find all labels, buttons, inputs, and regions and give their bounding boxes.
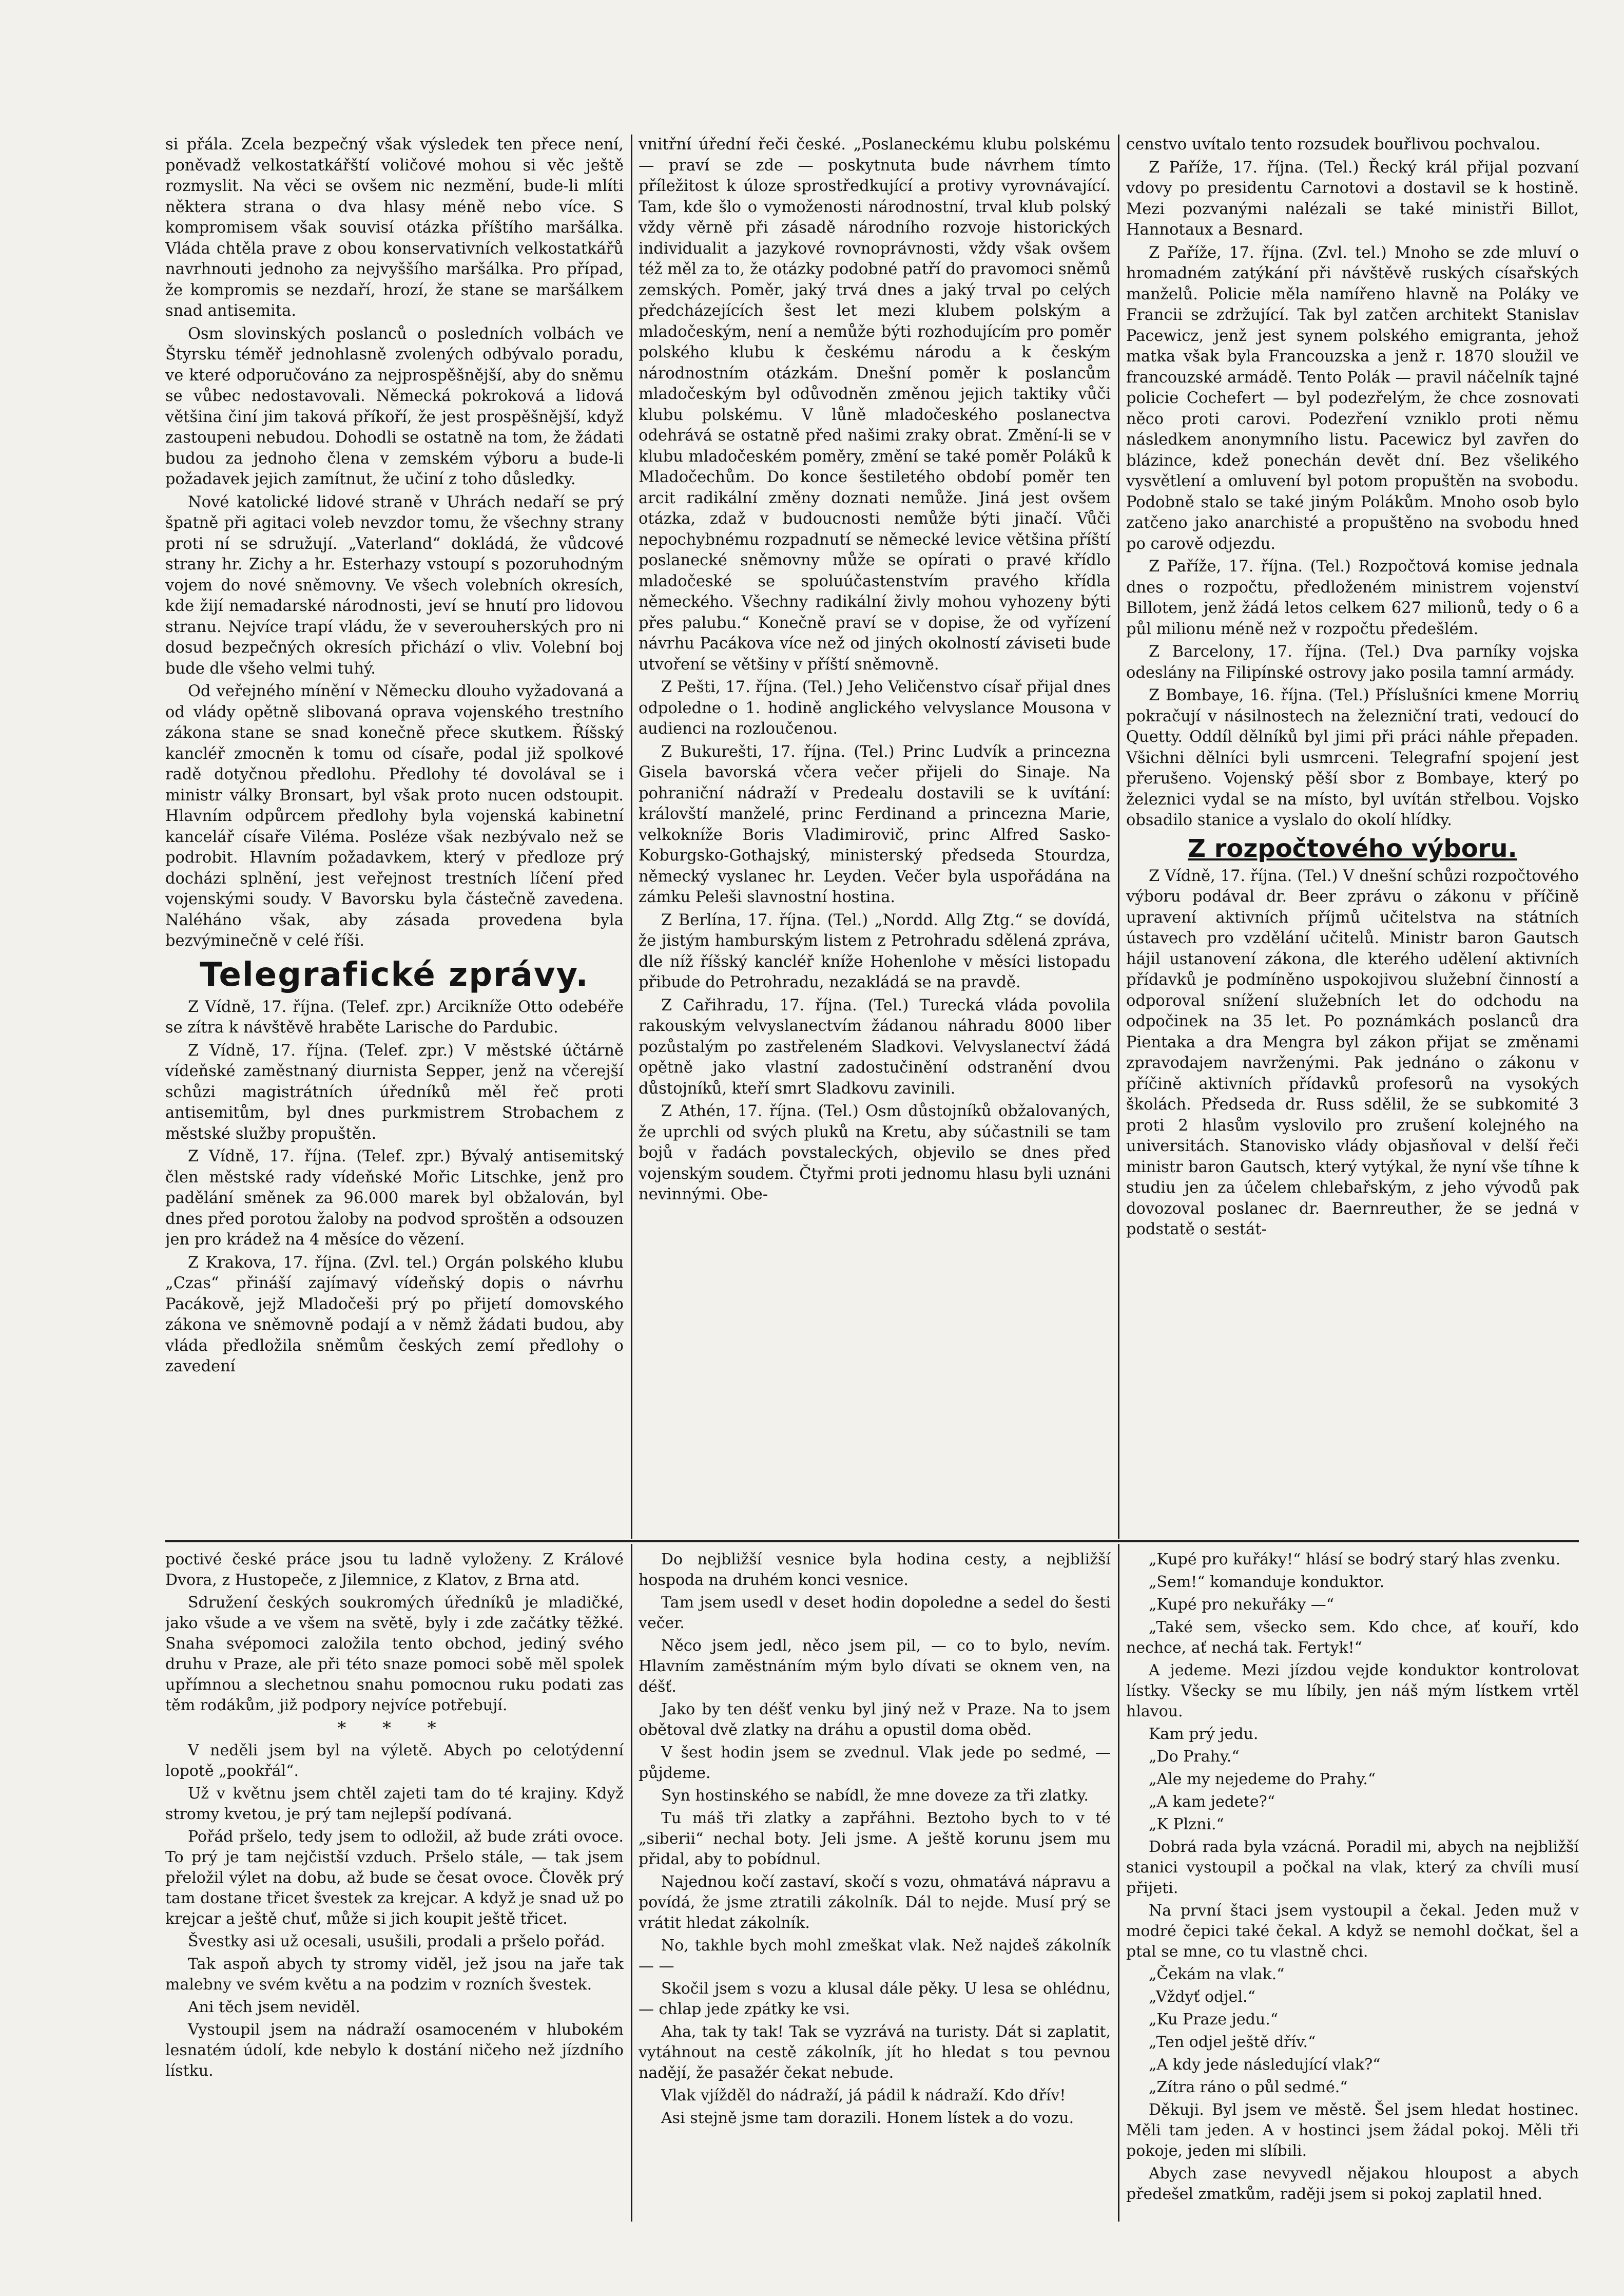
paragraph: Z Vídně, 17. října. (Telef. zpr.) V městské účtárně vídeňské zaměstnaný diurnista Sepper, jenž na včerejší schůzi magistrátních úředníků měl řeč proti antisemitům, byl dnes purkmistrem Strobachem z městské služby propuštěn. xyxy=(165,1041,624,1143)
paragraph: Najednou kočí zastaví, skočí s vozu, ohmatává nápravu a povídá, že jsme ztratili zákolník. Dál to nejde. Musí prý se vrátit hledat zákolník. xyxy=(639,1873,1111,1932)
paragraph: „Sem!“ komanduje konduktor. xyxy=(1149,1573,1385,1591)
paragraph: V šest hodin jsem se zvednul. Vlak jede po sedmé, — půjdeme. xyxy=(639,1744,1111,1782)
paragraph: Z Berlína, 17. října. (Tel.) „Nordd. Allg Ztg.“ se dovídá, že jistým hamburským listem z Petrohradu sdělená zpráva, dle níž říšský kancléř kníže Hohenlohe v měsíci listopadu přibude do Petrohradu, nezakládá se na pravdě. xyxy=(639,911,1111,991)
paragraph: „Zítra ráno o půl sedmé.“ xyxy=(1149,2078,1348,2096)
column-divider-4 xyxy=(1118,1544,1119,2222)
paragraph: poctivé české práce jsou tu ladně vyloženy. Z Králové Dvora, z Hustopeče, z Jilemnice, z Klatov, z Brna atd. xyxy=(165,1551,624,1589)
paragraph: Z Barcelony, 17. října. (Tel.) Dva parníky vojska odeslány na Filipínské ostrovy jako posila tamní armády. xyxy=(1126,643,1579,682)
column-1-lower-text xyxy=(165,1549,624,1716)
paragraph: „A kdy jede následující vlak?“ xyxy=(1149,2056,1381,2074)
column-3-lower-text xyxy=(1126,1549,1579,2205)
paragraph: Z Paříže, 17. října. (Tel.) Řecký král přijal pozvaní vdovy po presidentu Carnotovi a dostavil se k hostině. Mezi pozvanými nalézali se také ministři Billot, Hannotaux a Besnard. xyxy=(1126,158,1579,239)
column-3-lower xyxy=(1126,1549,1579,2222)
paragraph: Nové katolické lidové straně v Uhrách nedaří se prý špatně při agitaci voleb nevzdor tomu, že všechny strany proti ní se sdružují. „Vaterland“ dokládá, že vůdcové strany hr. Zichy a hr. Esterhazy vstoupí s pozoruhodným vojem do nové sněmovny. Ve všech volebních okresích, kde žijí nemadarské národnosti, jeví se hnutí pro lidovou stranu. Nejvíce trapí vládu, že v severouherských pro ni dosud bezpečných okresích přichází o vliv. Volební boj bude dle všeho velmi tuhý. xyxy=(165,493,624,678)
paragraph: Do nejbližší vesnice byla hodina cesty, a nejbližší hospoda na druhém konci vesnice. xyxy=(639,1551,1111,1589)
paragraph: Abych zase nevyvedl nějakou hloupost a abych předešel zmatkům, raději jsem si pokoj zaplatil hned. xyxy=(1126,2165,1579,2203)
paragraph: Kam prý jedu. xyxy=(1149,1725,1259,1743)
column-1-telegrams xyxy=(165,997,624,1377)
paragraph: Něco jsem jedl, něco jsem pil, — co to bylo, nevím. Hlavním zaměstnáním mým bylo dívati se oknem ven, na déšť. xyxy=(639,1637,1111,1696)
column-1-lower xyxy=(165,1549,624,2222)
paragraph: „Také sem, všecko sem. Kdo chce, ať kouří, kdo nechce, ať nechá tak. Fertyk!“ xyxy=(1126,1618,1579,1657)
section-heading-telegraphic: Telegrafické zprávy. xyxy=(200,955,589,994)
section-separator-stars: * * * xyxy=(337,1718,452,1738)
paragraph: Vystoupil jsem na nádraží osamoceném v hlubokém lesnatém údolí, kde nebylo k dostání ničeho než jízdního lístku. xyxy=(165,2021,624,2080)
column-3-upper-text xyxy=(1126,135,1579,831)
paragraph: Z Bukurešti, 17. října. (Tel.) Princ Ludvík a princezna Gisela bavorská včera večer přijeli do Sinaje. Na pohraniční nádraží v Predealu dostavili se k uvítání: královští manželé, princ Ferdinand a princezna Marie, velkokníže Boris Vladimirovič, princ Alfred Sasko-Koburgsko-Gothajský, ministerský předseda Stourdza, německý vyslanec hr. Leyden. Večer byla uspořádána na zámku Peleši slavnostní hostina. xyxy=(639,742,1111,906)
paragraph: „Kupé pro nekuřáky —“ xyxy=(1149,1596,1335,1614)
column-2-lower-text xyxy=(639,1549,1111,2129)
column-3-upper xyxy=(1126,135,1579,1530)
column-2-lower xyxy=(639,1549,1111,2222)
paragraph: Dobrá rada byla vzácná. Poradil mi, abych na nejbližší stanici vystoupil a počkal na vlak, který za chvíli musí přijeti. xyxy=(1126,1838,1579,1897)
paragraph: Syn hostinského se nabídl, že mne doveze za tři zlatky. xyxy=(661,1787,1089,1805)
newspaper-page xyxy=(165,135,1579,2229)
paragraph: Z Athén, 17. října. (Tel.) Osm důstojníků obžalovaných, že uprchli od svých pluků na Kretu, aby súčastnili se tam bojů v řadách povstaleckých, objevilo se dnes před vojenským soudem. Čtyřmi proti jednomu hlasu byli uznáni nevinnými. Obe- xyxy=(639,1102,1111,1203)
paragraph: vnitřní úřední řeči české. „Poslaneckému klubu polskému — praví se zde — poskytnuta bude návrhem tímto příležitost k úloze sprostředkující a protivy vyrovnávající. Tam, kde šlo o vymoženosti národnostní, trval klub polský vždy věrně při zásadě národního rozvoje historických individualit a jazykové rovnoprávnosti, vždy však ovšem též měl za to, že otázky podobné patří do pravomoci sněmů zemských. Poměr, jaký trvá dnes a jaký trval po celých předcházejících šest let mezi klubem polským a mladočeským, není a nemůže býti rozhodujícím pro poměr polského klubu k českému národu a k českým národnostním otázkám. Dnešní poměr k poslancům mladočeským byl odůvodněn změnou jejich taktiky vůči klubu polskému. V lůně mladočeského poslanectva odehrává se ostatně před našimi zraky obrat. Změní-li se v klubu mladočeském poměry, změní se také poměr Poláků k Mladočechům. Do konce šestiletého období poměr ten arcit radikální změny doznati nemůže. Jiná jest ovšem otázka, zdaž v budoucnosti nemůže býti jinačí. Vůči nepochybnému rozpadnutí se německé levice většina příští poslanecké sněmovny může se opírati o pravé křídlo mladočeské se spoluúčastenstvím pravého křídla německého. Všechny radikální živly mohou vyhozeny býti přes palubu.“ Konečně praví se v dopise, že od vyřízení návrhu Pacákova více než od jiných okolností záviseti bude utvoření se většiny v příští sněmovně. xyxy=(639,136,1111,674)
paragraph: Z Vídně, 17. října. (Telef. zpr.) Arcikníže Otto odebéře se zítra k návštěvě hraběte Larische do Pardubic. xyxy=(165,998,624,1037)
paragraph: Tam jsem usedl v deset hodin dopoledne a sedel do šesti večer. xyxy=(639,1594,1111,1632)
paragraph: „Ale my nejedeme do Prahy.“ xyxy=(1149,1770,1376,1788)
paragraph: A jedeme. Mezi jízdou vejde konduktor kontrolovat lístky. Všecky se mu líbily, jen náš mým lístkem vrtěl hlavou. xyxy=(1126,1661,1579,1720)
column-2-upper xyxy=(639,135,1111,1530)
paragraph: „Čekám na vlak.“ xyxy=(1149,1965,1285,1983)
paragraph: „Ten odjel ještě dřív.“ xyxy=(1149,2033,1316,2051)
paragraph: Z Bombaye, 16. října. (Tel.) Příslušníci kmene Morrių pokračují v násilnostech na železniční trati, vedoucí do Quetty. Oddíl dělníků byl jimi při práci náhle přepaden. Všichni dělníci byli usmrceni. Telegrafní spojení jest přerušeno. Vojenský pěší sbor z Bombaye, který po železnici vydal se na místo, byl uvítán střelbou. Vojsko obsadilo stanice a vyslalo do okolí hlídky. xyxy=(1126,686,1579,829)
paragraph: Vlak vjížděl do nádraží, já pádil k nádraží. Kdo dřív! xyxy=(661,2087,1066,2104)
paragraph: Z Paříže, 17. října. (Zvl. tel.) Mnoho se zde mluví o hromadném zatýkání při návštěvě ruských císařských manželů. Policie měla namířeno hlavně na Poláky ve Francii se zdržující. Tak byl zatčen architekt Stanislav Pacewicz, jenž jest synem polského emigranta, jehož matka však byla Francouzska a jenž r. 1870 sloužil ve francouzské armádě. Tento Polák — pravil náčelník tajné policie Cochefert — byl podezřelým, že chce zosnovati něco proti carovi. Podezření vzniklo proti němu následkem anonymního listu. Pacewicz byl zavřen do blázince, kdež ponechán devět dní. Bez všelikého vysvětlení a omluvení byl potom propuštěn na svobodu. Podobně stalo se také jiným Polákům. Mnoho osob bylo zatčeno jako anarchisté a propuštěno na svobodu hned po carově odjezdu. xyxy=(1126,243,1579,553)
paragraph: „Ku Praze jedu.“ xyxy=(1149,2011,1279,2029)
column-divider-2 xyxy=(1118,135,1119,1539)
paragraph: Sdružení českých soukromých úředníků je mladičké, jako všude a ve všem na světě, byly i zde začátky těžké. Snaha svépomoci založila tento obchod, jediný svého druhu v Praze, ale při této snaze pomoci sobě měl spolek upřímnou a slechetnou snahu pomocnou ruku podati zas těm rodákům, již podpory nejvíce potřebují. xyxy=(165,1594,624,1714)
paragraph: Z Pešti, 17. října. (Tel.) Jeho Veličenstvo císař přijal dnes odpoledne o 1. hodině anglického velvyslance Mousona v audienci na rozloučenou. xyxy=(639,678,1111,738)
paragraph: Tak aspoň abych ty stromy viděl, jež jsou na jaře tak malebny ve svém květu a na podzim v rozních švestek. xyxy=(165,1955,624,1994)
column-1-upper xyxy=(165,135,624,1530)
column-divider-1 xyxy=(631,135,632,1539)
paragraph: Z Cařihradu, 17. října. (Tel.) Turecká vláda povolila rakouským velvyslanectvím žádanou náhradu 8000 liber pozůstalým po zastřeleném Sladkovi. Velvyslanectví žádá opětně jako vlastní zadostučinění odstranění dvou důstojníků, kteří smrt Sladkovu zavinili. xyxy=(639,996,1111,1098)
feuilleton-divider xyxy=(165,1540,1579,1542)
column-3-budget-text xyxy=(1126,866,1579,1240)
paragraph: Pořád pršelo, tedy jsem to odložil, až bude zráti ovoce. To prý je tam nejčistší vzduch. Pršelo stále, — tak jsem přeložil výlet na dobu, až bude se česat ovoce. Člověk prý tam dostane třicet švestek za krejcar. A když je snad už po krejcar a ještě chuť, může si jich koupit ještě třicet. xyxy=(165,1828,624,1928)
paragraph: Z Vídně, 17. října. (Telef. zpr.) Bývalý antisemitský člen městské rady vídeňské Mořic Litschke, jenž pro padělání směnek za 96.000 marek byl obžalován, byl dnes před porotou žaloby na podvod sproštěn a odsouzen jen pro krádež na 4 měsíce do vězení. xyxy=(165,1147,624,1249)
paragraph: Asi stejně jsme tam dorazili. Honem lístek a do vozu. xyxy=(661,2109,1074,2127)
paragraph: Aha, tak ty tak! Tak se vyzrává na turisty. Dát si zaplatit, vytáhnout na cestě zákolník, jít ho hledat s tou pevnou nadějí, že pasažér čekat nebude. xyxy=(639,2023,1111,2082)
paragraph: „A kam jedete?“ xyxy=(1149,1793,1275,1811)
paragraph: Švestky asi už ocesali, usušili, prodali a pršelo pořád. xyxy=(188,1933,605,1950)
paragraph: censtvo uvítalo tento rozsudek bouřlivou pochvalou. xyxy=(1126,136,1541,154)
paragraph: „K Plzni.“ xyxy=(1149,1815,1224,1833)
paragraph: Tu máš tři zlatky a zapřáhni. Beztoho bych to v té „siberii“ nechal boty. Jeli jsme. A ještě korunu jsem mu přidal, aby to pobídnul. xyxy=(639,1809,1111,1868)
paragraph: Ani těch jsem neviděl. xyxy=(188,1998,360,2016)
paragraph: Jako by ten déšť venku byl jiný než v Praze. Na to jsem obětoval dvě zlatky na dráhu a opustil doma oběd. xyxy=(639,1700,1111,1739)
paragraph: Děkuji. Byl jsem ve městě. Šel jsem hledat hostinec. Měli tam jeden. A v hostinci jsem žádal pokoj. Měli tři pokoje, jeden mi slíbili. xyxy=(1126,2101,1579,2160)
paragraph: Z Krakova, 17. října. (Zvl. tel.) Orgán polského klubu „Czas“ přináší zajímavý vídeňský dopis o návrhu Pacákově, jejž Mladočeši prý po přijetí domovského zákona ve sněmovně podají a v němž žádati budou, aby vláda předložila sněmům českých zemí předlohy o zavedení xyxy=(165,1253,624,1375)
paragraph: „Do Prahy.“ xyxy=(1149,1748,1240,1766)
paragraph: „Kupé pro kuřáky!“ hlásí se bodrý starý hlas zvenku. xyxy=(1149,1551,1561,1568)
paragraph: V neděli jsem byl na výletě. Abych po celotýdenní lopotě „pookřál“. xyxy=(165,1742,624,1780)
paragraph: Z Paříže, 17. října. (Tel.) Rozpočtová komise jednala dnes o rozpočtu, předloženém ministrem vojenství Billotem, jenž žádá letos celkem 627 milionů, tedy o 6 a půl milionu méně než v rozpočtu předešlém. xyxy=(1126,558,1579,638)
paragraph: No, takhle bych mohl zmeškat vlak. Než najdeš zákolník — — xyxy=(639,1937,1111,1975)
paragraph: Osm slovinských poslanců o posledních volbách ve Štyrsku téměř jednohlasně zvolených odbývalo poradu, ve které odporučováno za nejprospěšnější, aby do sněmu se vůbec nedostavovali. Německá pokroková a lidová většina činí jim taková příkoří, že jest prospěšnější, když zastoupeni nebudou. Dohodli se ostatně na tom, že žádati budou za jednoho člena v zemském výboru a bude-li požadavek jejich zamítnut, že učiní z toho důsledky. xyxy=(165,324,624,488)
paragraph: si přála. Zcela bezpečný však výsledek ten přece není, poněvadž velkostatkářští voličové mohou si věc ještě rozmyslit. Na věci se ovšem nic nezmění, bude-li mlíti některa strana o dva hlasy méně nebo více. S kompromisem však souvisí otázka příštího maršálka. Vláda chtěla prave z obou konservativních velkostatkářů navrhnouti jednoho za nejvyššího maršálka. Pro případ, že kompromis se nezdaří, hrozí, že stane se maršálkem snad antisemita. xyxy=(165,136,624,320)
paragraph: Od veřejného mínění v Německu dlouho vyžadovaná a od vlády opětně slibovaná oprava vojenského trestního zákona stane se snad konečně přece skutkem. Říšský kancléř zmocněn k tomu od císaře, podal již spolkové radě dotyčnou předlohu. Předlohy té dovolával se i ministr války Bronsart, byl však proto nucen odstoupit. Hlavním odpůrcem předlohy byla vojenská kabinetní kancelář císaře Viléma. Posléze však nezbývalo než se podrobit. Hlavním požadavkem, který v předloze prý docházi splnění, jest veřejnost trestních líčení před vojenskými soudy. V Bavorsku byla částečně zavedena. Naléháno však, aby zásada provedena byla bezvýminečně v celé říši. xyxy=(165,682,624,950)
column-divider-3 xyxy=(631,1544,632,2222)
paragraph: „Vždyť odjel.“ xyxy=(1149,1988,1255,2006)
paragraph: Už v květnu jsem chtěl zajeti tam do té krajiny. Když stromy kvetou, je prý tam nejlepší podívaná. xyxy=(165,1785,624,1823)
paragraph: Z Vídně, 17. října. (Tel.) V dnešní schůzi rozpočtového výboru podával dr. Beer zprávu o zákonu v příčině upravení aktivních příjmů učitelstva na státních ústavech pro vzdělání učitelů. Ministr baron Gautsch hájil ustanovení zákona, dle kterého udělení aktivních přídavků je podmíněno uspokojivou služební činností a odporoval snížení služebních let do odchodu na odpočinek na 35 let. Po poznámkách poslanců dra Pientaka a dra Mengra byl zákon přijat se změnami zpravodajem navrženými. Pak jednáno o zákonu v příčině aktivních přídavků profesorů na vysokých školách. Předseda dr. Russ sdělil, že se subkomité 3 proti 2 hlasům vyslovilo pro zrušení kolejného na universitách. Stanovisko vlády objasňoval v delší řeči ministr baron Gautsch, který vytýkal, že nyní vše tíhne k studiu jen za účelem chlebařským, z jeho vývodů pak dovozoval poslanec dr. Baernreuther, že se jedná v podstatě o sestát- xyxy=(1126,867,1579,1238)
paragraph: Skočil jsem s vozu a klusal dále pěky. U lesa se ohlédnu, — chlap jede zpátky ke vsi. xyxy=(639,1980,1111,2018)
column-1-upper-text xyxy=(165,135,624,952)
section-heading-budget-committee: Z rozpočtového výboru. xyxy=(1188,834,1517,863)
paragraph: Na první štaci jsem vystoupil a čekal. Jeden muž v modré čepici také čekal. A když se nemohl dočkat, šel a ptal se mne, co tu vlastně chci. xyxy=(1126,1902,1579,1961)
column-2-upper-text xyxy=(639,135,1111,1206)
column-1-lower-story xyxy=(165,1740,624,2081)
